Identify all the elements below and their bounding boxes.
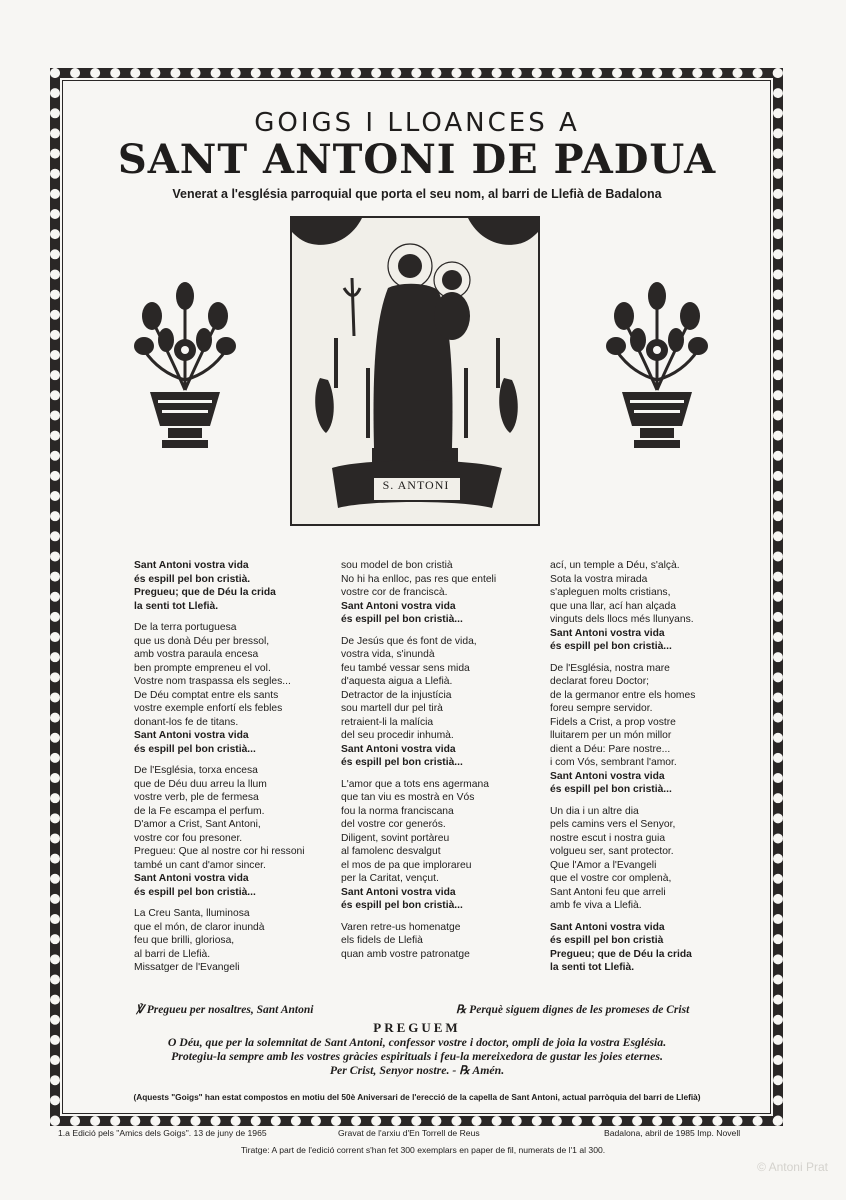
verse-line: declarat foreu Doctor; bbox=[550, 676, 650, 687]
verse-line: és espill pel bon cristià... bbox=[341, 757, 463, 768]
verse-line: que el vostre cor omplenà, bbox=[550, 873, 672, 884]
verse-line: quan amb vostre patronatge bbox=[341, 948, 470, 960]
verse-line: Sant Antoni vostra vida bbox=[341, 600, 456, 612]
verse-column-3 bbox=[550, 559, 695, 975]
verse-line: Sant Antoni vostra vida bbox=[550, 921, 665, 933]
verse-line: els fidels de Llefià bbox=[341, 935, 423, 946]
verse-line: el mos de pa que implorareu bbox=[341, 859, 472, 871]
title-line-1: GOIGS I LLOANCES A bbox=[254, 108, 580, 138]
verse-line: d'aquesta aigua a Llefià. bbox=[341, 676, 453, 687]
verse-line: del seu procedir inhumà. bbox=[341, 730, 454, 741]
footnote: (Aquests "Goigs" han estat compostos en motiu del 50è Aniversari de l'erecció de la capella de Sant Antoni, actual parròquia del barri de Llefià) bbox=[133, 1092, 701, 1102]
verse-line: per la Caritat, vençut. bbox=[341, 873, 439, 884]
title-line-2: SANT ANTONI DE PADUA bbox=[117, 136, 717, 183]
verse-line: que el món, de claror inundà bbox=[134, 921, 265, 933]
verse-line: vostre exemple enfortí els febles bbox=[134, 703, 283, 714]
verse-line: retraient-li la malícia bbox=[341, 716, 434, 728]
verse-line: lluitarem per un món millor bbox=[550, 730, 672, 741]
prayer-text bbox=[66, 1035, 768, 1077]
verse-line: del vostre cor generós. bbox=[341, 819, 446, 830]
verse-line: Sant Antoni vostra vida bbox=[134, 730, 249, 741]
response-line: ℞ Perquè siguem dignes de les promeses de Crist bbox=[456, 1004, 690, 1016]
verse-line: L'amor que a tots ens agermana bbox=[341, 778, 489, 790]
verse-line: la senti tot Llefià. bbox=[550, 962, 635, 973]
verse-line: Sant Antoni vostra vida bbox=[550, 627, 665, 639]
verse-line: Sant Antoni vostra vida bbox=[134, 873, 249, 884]
verse-line: fou la norma franciscana bbox=[341, 805, 454, 817]
verse-line: Vostre nom traspassa els segles... bbox=[134, 676, 291, 687]
engraving-info: Gravat de l'arxiu d'En Torrell de Reus bbox=[338, 1128, 480, 1138]
verse-line: al barri de Llefià. bbox=[134, 948, 211, 960]
verse-line: Diligent, sovint portàreu bbox=[341, 832, 450, 844]
verse-line: que de Déu duu arreu la llum bbox=[134, 778, 267, 790]
verse-line: també un cant d'amor sincer. bbox=[134, 859, 266, 871]
verse-line: ben prompte empreneu el vol. bbox=[134, 662, 271, 674]
verse-line: Sant Antoni feu que arreli bbox=[550, 886, 666, 898]
verse-line: i com Vós, sembrant l'amor. bbox=[550, 757, 677, 768]
verse-line: la senti tot Llefià. bbox=[134, 600, 219, 612]
verse-line: vostre cor fou presoner. bbox=[134, 832, 243, 844]
verse-line: amb fe viva a Llefià. bbox=[550, 900, 642, 911]
flower-vase-left-icon bbox=[132, 280, 238, 462]
verse-line: és espill pel bon cristià... bbox=[341, 900, 463, 911]
flower-vase-right-icon bbox=[604, 280, 710, 462]
verse-line: vostre cor de franciscà. bbox=[341, 587, 448, 598]
prayer-heading: PREGUEM bbox=[373, 1020, 461, 1035]
verse-line: que us donà Déu per bressol, bbox=[134, 635, 270, 647]
verse-line: feu també vessar sens mida bbox=[341, 662, 470, 674]
verse-line: pels camins vers el Senyor, bbox=[550, 819, 676, 830]
copyright-credit: © Antoni Prat bbox=[757, 1160, 828, 1174]
verse-line: Que l'Amor a l'Evangeli bbox=[550, 859, 657, 871]
verse-line: és espill pel bon cristià... bbox=[341, 614, 463, 625]
verse-line: és espill pel bon cristià. bbox=[134, 573, 251, 585]
subtitle: Venerat a l'església parroquial que porta el seu nom, al barri de Llefià de Badalona bbox=[172, 187, 662, 201]
verse-column-2 bbox=[341, 559, 496, 961]
verse-line: Pregueu; que de Déu la crida bbox=[550, 948, 692, 960]
verse-line: vostre verb, ple de fermesa bbox=[134, 792, 259, 803]
verse-line: Un dia i un altre dia bbox=[550, 805, 639, 817]
verse-line: De l'Església, nostra mare bbox=[550, 662, 670, 674]
verse-line: Pregueu: Que al nostre cor hi ressoni bbox=[134, 846, 305, 857]
verse-line: De la terra portuguesa bbox=[134, 622, 237, 633]
verse-line: No hi ha enlloc, pas res que enteli bbox=[341, 573, 497, 585]
verse-line: s'apleguen molts cristians, bbox=[550, 587, 671, 598]
verse-line: és espill pel bon cristià bbox=[550, 935, 664, 946]
verse-line: sou model de bon cristià bbox=[341, 560, 453, 571]
verse-line: Sant Antoni vostra vida bbox=[134, 560, 249, 571]
verse-line: al famolenc desvalgut bbox=[341, 846, 441, 857]
edition-info: 1.a Edició pels "Amics dels Goigs". 13 de juny de 1965 bbox=[58, 1128, 267, 1138]
verse-line: sou martell dur pel tirà bbox=[341, 703, 443, 714]
image-caption: S. ANTONI bbox=[382, 478, 450, 492]
print-run-info: Tiratge: A part de l'edició corrent s'han fet 300 exemplars en paper de fil, numerats de l'1 al 300. bbox=[240, 1145, 606, 1155]
place-info: Badalona, abril de 1985 Imp. Novell bbox=[604, 1128, 741, 1138]
verse-line: La Creu Santa, lluminosa bbox=[134, 908, 250, 919]
verse-line: Sant Antoni vostra vida bbox=[341, 886, 456, 898]
verse-line: Pregueu; que de Déu la crida bbox=[134, 587, 276, 598]
verse-line: que una llar, ací han alçada bbox=[550, 600, 676, 612]
verse-line: és espill pel bon cristià... bbox=[550, 641, 672, 652]
verse-line: vostra vida, s'inundà bbox=[341, 649, 435, 660]
verse-line: Fidels a Crist, a prop vostre bbox=[550, 716, 676, 728]
verse-line: Sota la vostra mirada bbox=[550, 573, 648, 585]
verse-line: volgueu ser, sant protector. bbox=[550, 846, 674, 857]
verse-line: Sant Antoni vostra vida bbox=[341, 743, 456, 755]
saint-engraving bbox=[290, 216, 540, 526]
verse-line: Varen retre-us homenatge bbox=[341, 921, 461, 933]
verse-line: donant-los fe de titans. bbox=[134, 716, 239, 728]
verse-line: De Déu comptat entre els sants bbox=[134, 689, 279, 701]
verse-line: D'amor a Crist, Sant Antoni, bbox=[134, 819, 261, 830]
verse-line: amb vostra paraula encesa bbox=[134, 649, 259, 660]
verse-column-1 bbox=[134, 559, 305, 975]
verse-line: ací, un temple a Déu, s'alçà. bbox=[550, 560, 680, 571]
verse-line: és espill pel bon cristià... bbox=[134, 743, 256, 755]
prayer-line: O Déu, que per la solemnitat de Sant Antoni, confessor vostre i doctor, ompli de joia la vostra Església. bbox=[167, 1035, 667, 1049]
verse-line: vinguts dels llocs més llunyans. bbox=[550, 614, 694, 625]
verse-line: és espill pel bon cristià... bbox=[550, 784, 672, 795]
verse-line: que tan viu es mostrà en Vós bbox=[341, 792, 475, 803]
verse-line: Missatger de l'Evangeli bbox=[134, 962, 240, 973]
verse-line: foreu sempre servidor. bbox=[550, 703, 653, 714]
document-body bbox=[66, 84, 768, 1110]
verse-line: De Jesús que és font de vida, bbox=[341, 635, 477, 647]
verse-line: de la germanor entre els homes bbox=[550, 689, 696, 701]
verse-line: Sant Antoni vostra vida bbox=[550, 770, 665, 782]
verse-line: De l'Església, torxa encesa bbox=[134, 765, 258, 776]
verse-line: Detractor de la injustícia bbox=[341, 689, 452, 701]
prayer-line: Protegiu-la sempre amb les vostres gràcies espirituals i feu-la mereixedora de gustar les joies eternes. bbox=[171, 1049, 663, 1063]
verse-line: feu que brilli, gloriosa, bbox=[134, 935, 235, 946]
verse-line: dient a Déu: Pare nostre... bbox=[550, 743, 671, 755]
verse-line: nostre escut i nostra guia bbox=[550, 832, 666, 844]
verse-line: és espill pel bon cristià... bbox=[134, 886, 256, 898]
verse-line: de la Fe escampa el perfum. bbox=[134, 805, 265, 817]
versicle-line: ℣ Pregueu per nosaltres, Sant Antoni bbox=[136, 1004, 314, 1016]
prayer-line: Per Crist, Senyor nostre. - ℞ Amén. bbox=[329, 1063, 505, 1077]
